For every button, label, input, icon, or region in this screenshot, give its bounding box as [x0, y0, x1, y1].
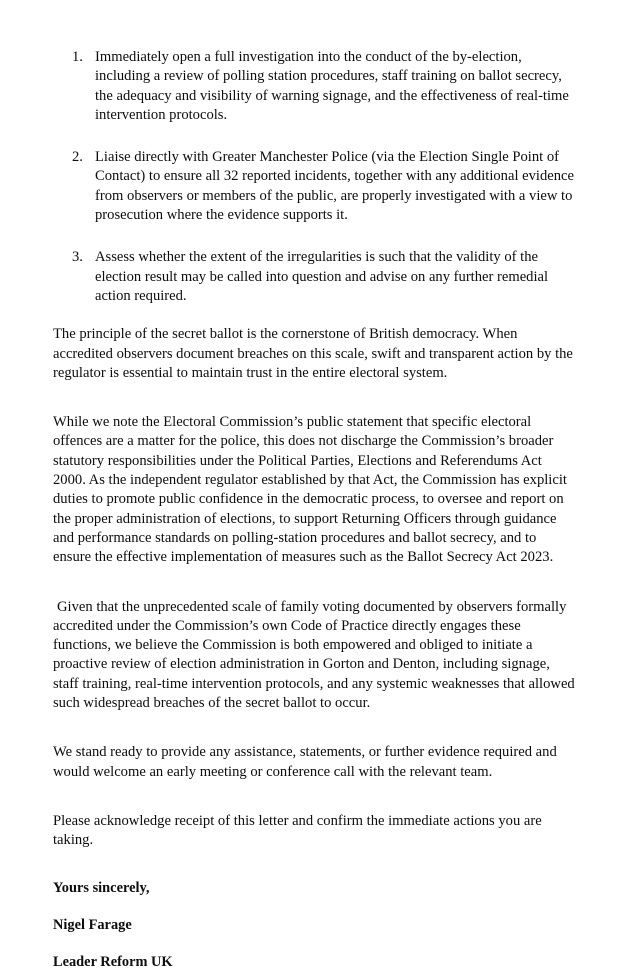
list-item-marker: 3. [72, 249, 83, 266]
signature-block [53, 862, 578, 972]
list-item-text: Assess whether the extent of the irregularities is such that the validity of the election result may be called into question and advise on any further remedial action required. [95, 249, 549, 304]
paragraph-secret-ballot-principle: The principle of the secret ballot is the cornerstone of British democracy. When accredited observers document breaches on this scale, swift and transparent action by the regulator is essential to maintain trust in the entire electoral system. [53, 326, 573, 381]
list-item-text: Liaise directly with Greater Manchester Police (via the Election Single Point of Contact) to ensure all 32 reported incidents, together with any additional evidence from observers or members of the public, are properly investigated with a view to prosecution where the evidence supports it. [95, 149, 575, 224]
paragraph-statutory-responsibilities: While we note the Electoral Commission’s public statement that specific electoral offences are a matter for the police, this does not discharge the Commission’s broader statutory responsibilities under the Political Parties, Elections and Referendums Act 2000. As the independent regulator established by that Act, the Commission has explicit duties to promote public confidence in the democratic process, to oversee and report on the proper administration of elections, to support Returning Officers through guidance and performance standards on polling-station procedures and ballot secrecy, and to ensure the effective implementation of measures such as the Ballot Secrecy Act 2023. [53, 414, 567, 566]
action-list-block [53, 46, 578, 306]
list-item-marker: 2. [72, 149, 83, 166]
list-item-marker: 1. [72, 49, 83, 65]
paragraph-offer-of-assistance: We stand ready to provide any assistance, statements, or further evidence required and would welcome an early meeting or conference call with the relevant team. [53, 744, 557, 780]
paragraph-acknowledge-receipt: Please acknowledge receipt of this letter and confirm the immediate actions you are taking. [53, 812, 542, 849]
list-item [53, 148, 578, 225]
signature-name: Nigel Farage [53, 916, 132, 933]
paragraph-proactive-review-request: Given that the unprecedented scale of family voting documented by observers formally accredited under the Commission’s own Code of Practice directly engages these functions, we believe the Commission is both empowered and obliged to initiate a proactive review of election administration in Gorton and Denton, including signage, staff training, real-time intervention protocols, and any systemic weaknesses that allowed such widespread breaches of the secret ballot to occur. [53, 598, 575, 712]
list-item [53, 48, 578, 125]
signature-title: Leader Reform UK [53, 953, 173, 970]
list-item [53, 248, 578, 306]
list-item-text: Immediately open a full investigation into the conduct of the by-election, including a review of polling station procedures, staff training on ballot secrecy, the adequacy and visibility of warning signage, and the effectiveness of real-time intervention protocols. [95, 49, 569, 123]
action-list [53, 48, 578, 306]
signature-closing: Yours sincerely, [53, 879, 150, 896]
